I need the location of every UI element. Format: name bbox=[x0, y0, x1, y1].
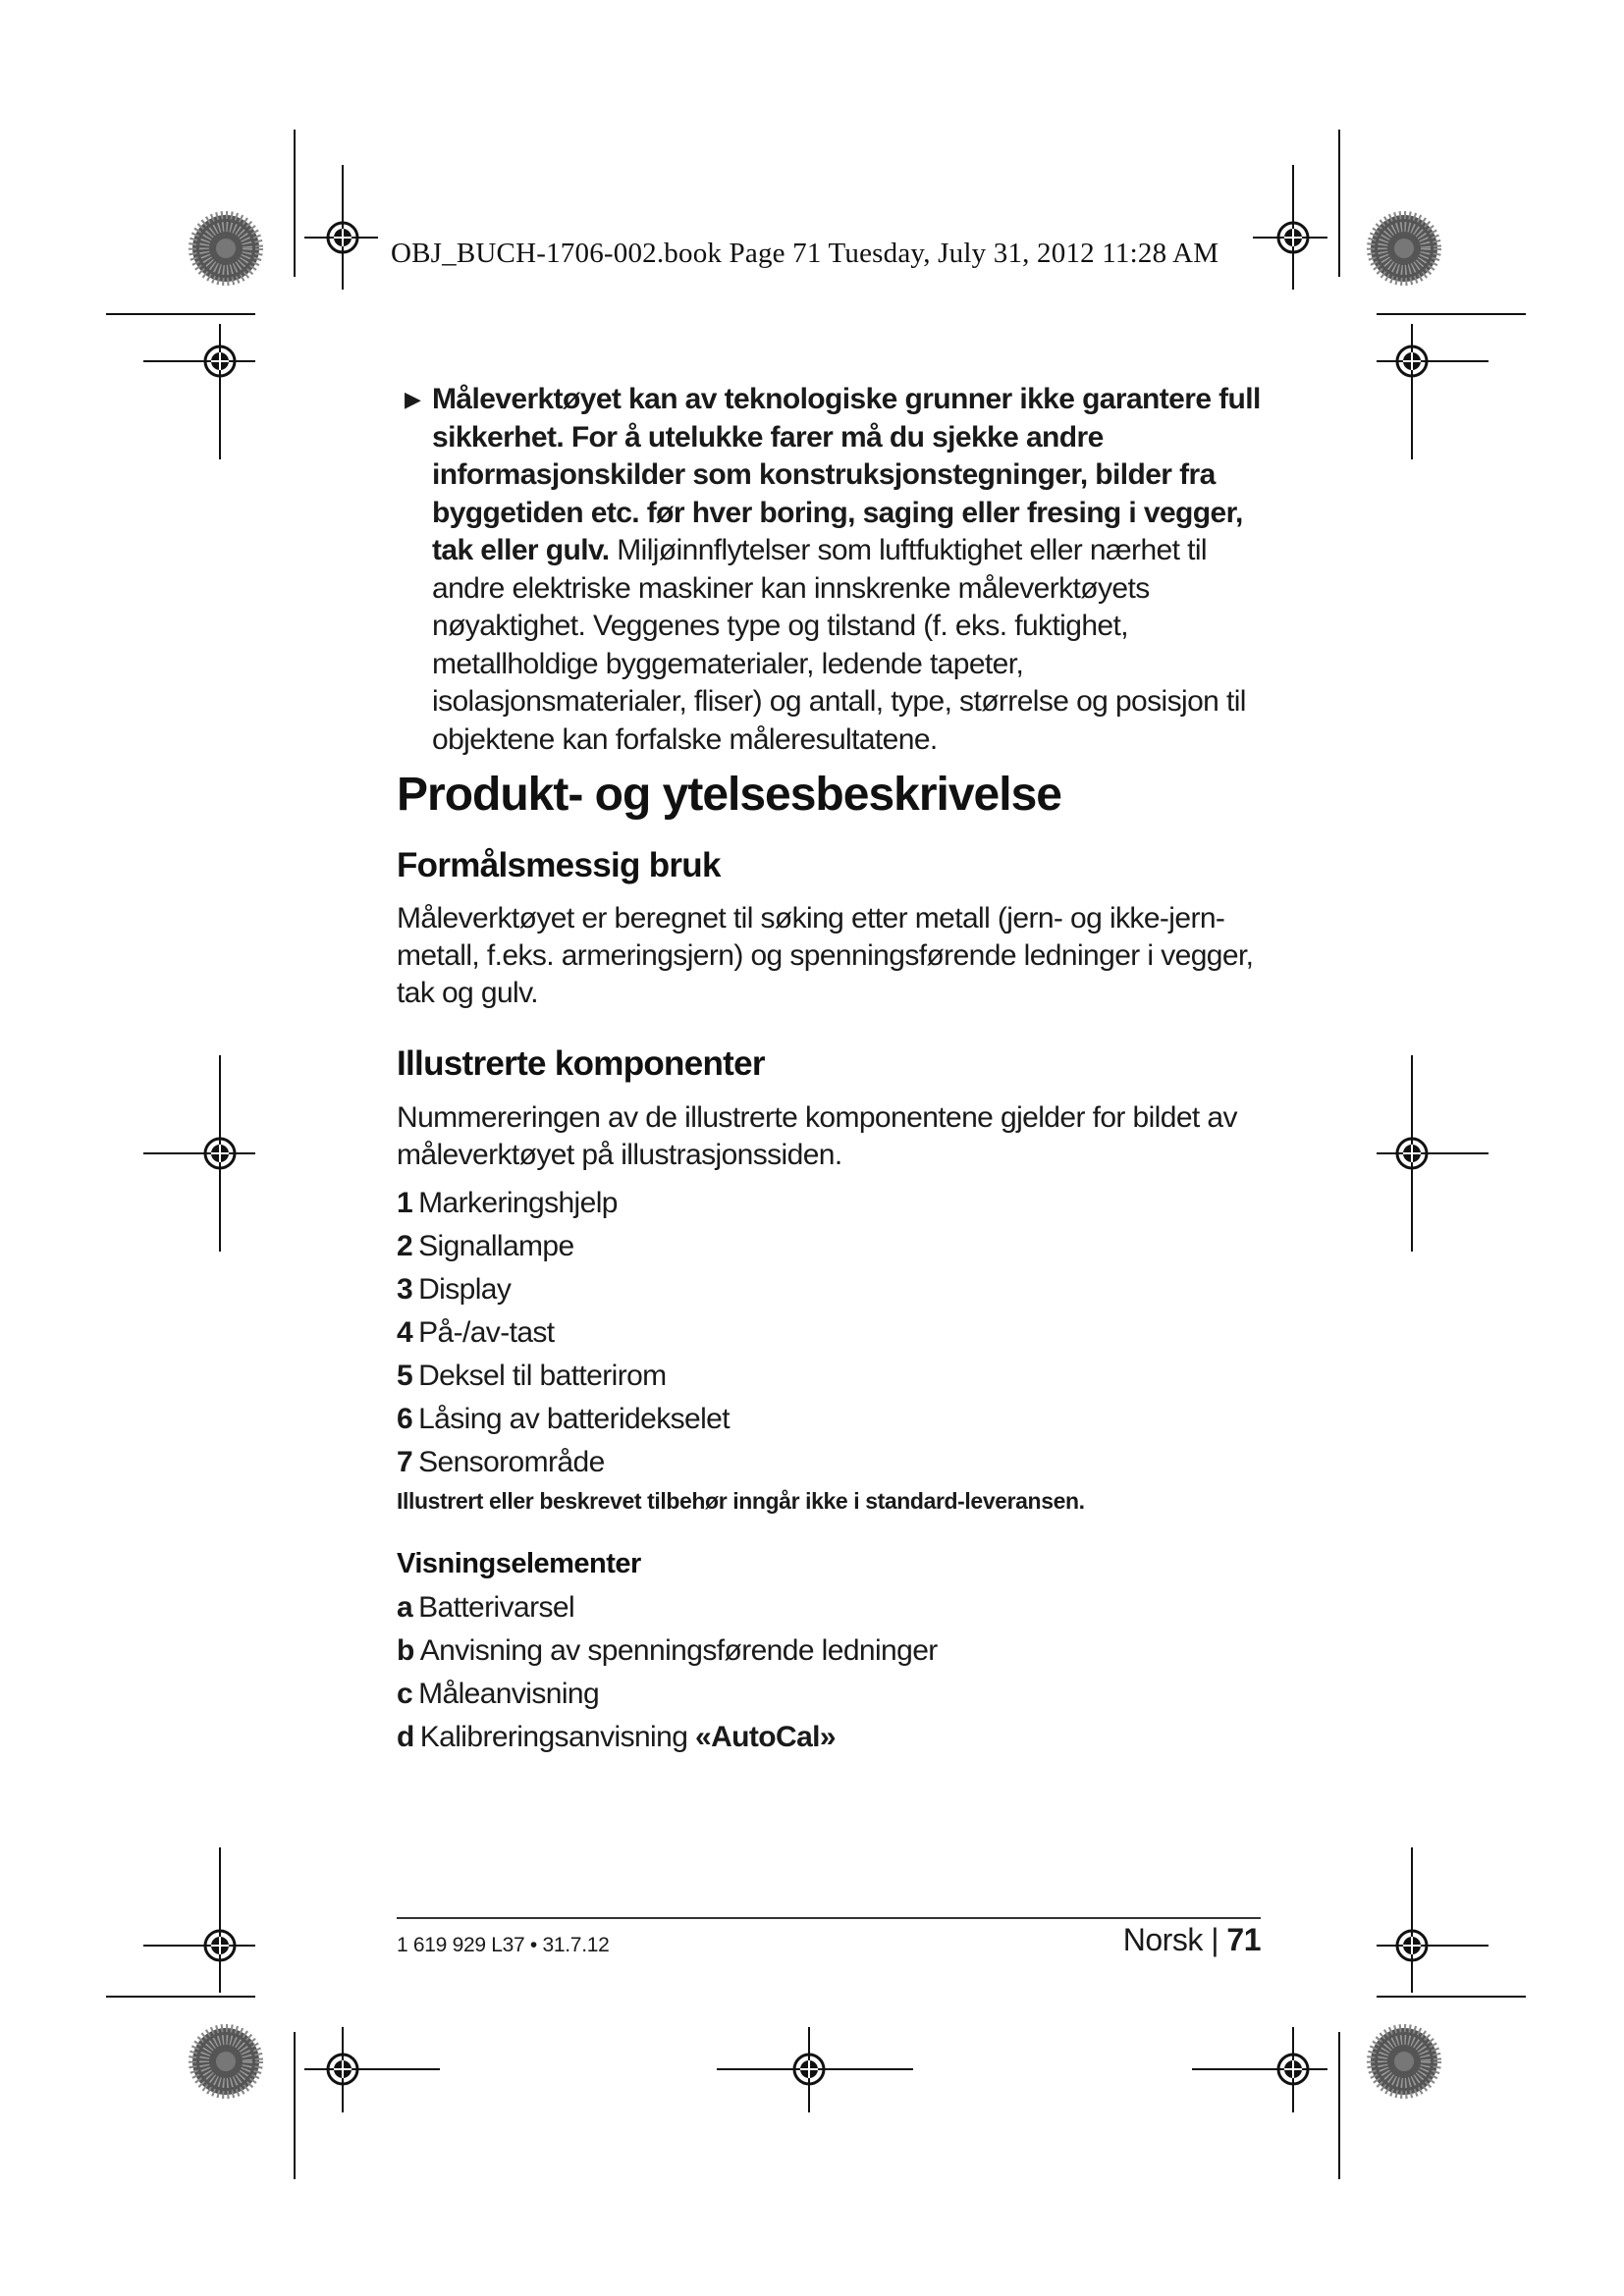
warning-body-text: Miljøinnflytelser som luftfuktighet eller nærhet til andre elektriske maskiner kan innskrenke måleverktøyets nøyaktighet. Veggenes type og tilstand (f. eks. fuktighet, metallholdige byggematerialer, ledende tapeter, isolasjonsmaterialer, fliser) og antall, type, størrelse og posisjon til objektene kan forfalske måleresultatene. bbox=[432, 534, 1246, 756]
triangle-bullet-icon: ▶ bbox=[405, 387, 421, 411]
list-item: 7 Sensorområde bbox=[397, 1446, 605, 1478]
list-item: b Anvisning av spenningsførende ledninger bbox=[397, 1634, 938, 1667]
warning-bold-text: Måleverktøyet kan av teknologiske grunner ikke garantere full sikkerhet. For å utelukke farer må du sjekke andre informasjonskilder som konstruksjonstegninger, bilder fra byggetiden etc. før hver boring, saging eller fresing i vegger, tak eller gulv. bbox=[432, 383, 1261, 566]
list-item: 1 Markeringshjelp bbox=[397, 1187, 618, 1219]
component-list bbox=[397, 1185, 730, 1487]
intended-use-heading: Formålsmessig bruk bbox=[397, 846, 721, 884]
list-item: 6 Låsing av batteridekselet bbox=[397, 1403, 730, 1435]
intended-use-text: Måleverktøyet er beregnet til søking etter metall (jern- og ikke-jern-metall, f.eks. armeringsjern) og spenningsførende ledninger i vegger, tak og gulv. bbox=[397, 902, 1254, 1009]
safety-warning bbox=[397, 381, 1261, 759]
footer-page-label: Norsk | 71 bbox=[1122, 1922, 1261, 1957]
components-heading: Illustrerte komponenter bbox=[397, 1044, 765, 1083]
accessories-note: Illustrert eller beskrevet tilbehør inngår ikke i standard-leveransen. bbox=[397, 1488, 1085, 1514]
list-item: 4 På-/av-tast bbox=[397, 1316, 555, 1349]
print-header: OBJ_BUCH-1706-002.book Page 71 Tuesday, July 31, 2012 11:28 AM bbox=[391, 238, 1219, 269]
display-elements-heading: Visningselementer bbox=[397, 1548, 641, 1579]
footer-divider bbox=[397, 1917, 1261, 1919]
list-item: 2 Signallampe bbox=[397, 1230, 574, 1262]
list-item: c Måleanvisning bbox=[397, 1678, 600, 1710]
page-number: 71 bbox=[1226, 1922, 1261, 1957]
list-item: 3 Display bbox=[397, 1273, 512, 1306]
list-item: d Kalibreringsanvisning «AutoCal» bbox=[397, 1721, 836, 1753]
display-elements-list bbox=[397, 1589, 938, 1762]
footer-doc-code: 1 619 929 L37 • 31.7.12 bbox=[397, 1934, 610, 1956]
list-item: 5 Deksel til batterirom bbox=[397, 1360, 667, 1392]
components-intro: Nummereringen av de illustrerte komponentene gjelder for bildet av måleverktøyet på illustrasjonssiden. bbox=[397, 1101, 1237, 1171]
list-item: a Batterivarsel bbox=[397, 1591, 575, 1624]
section-title: Produkt- og ytelsesbeskrivelse bbox=[397, 769, 1061, 821]
